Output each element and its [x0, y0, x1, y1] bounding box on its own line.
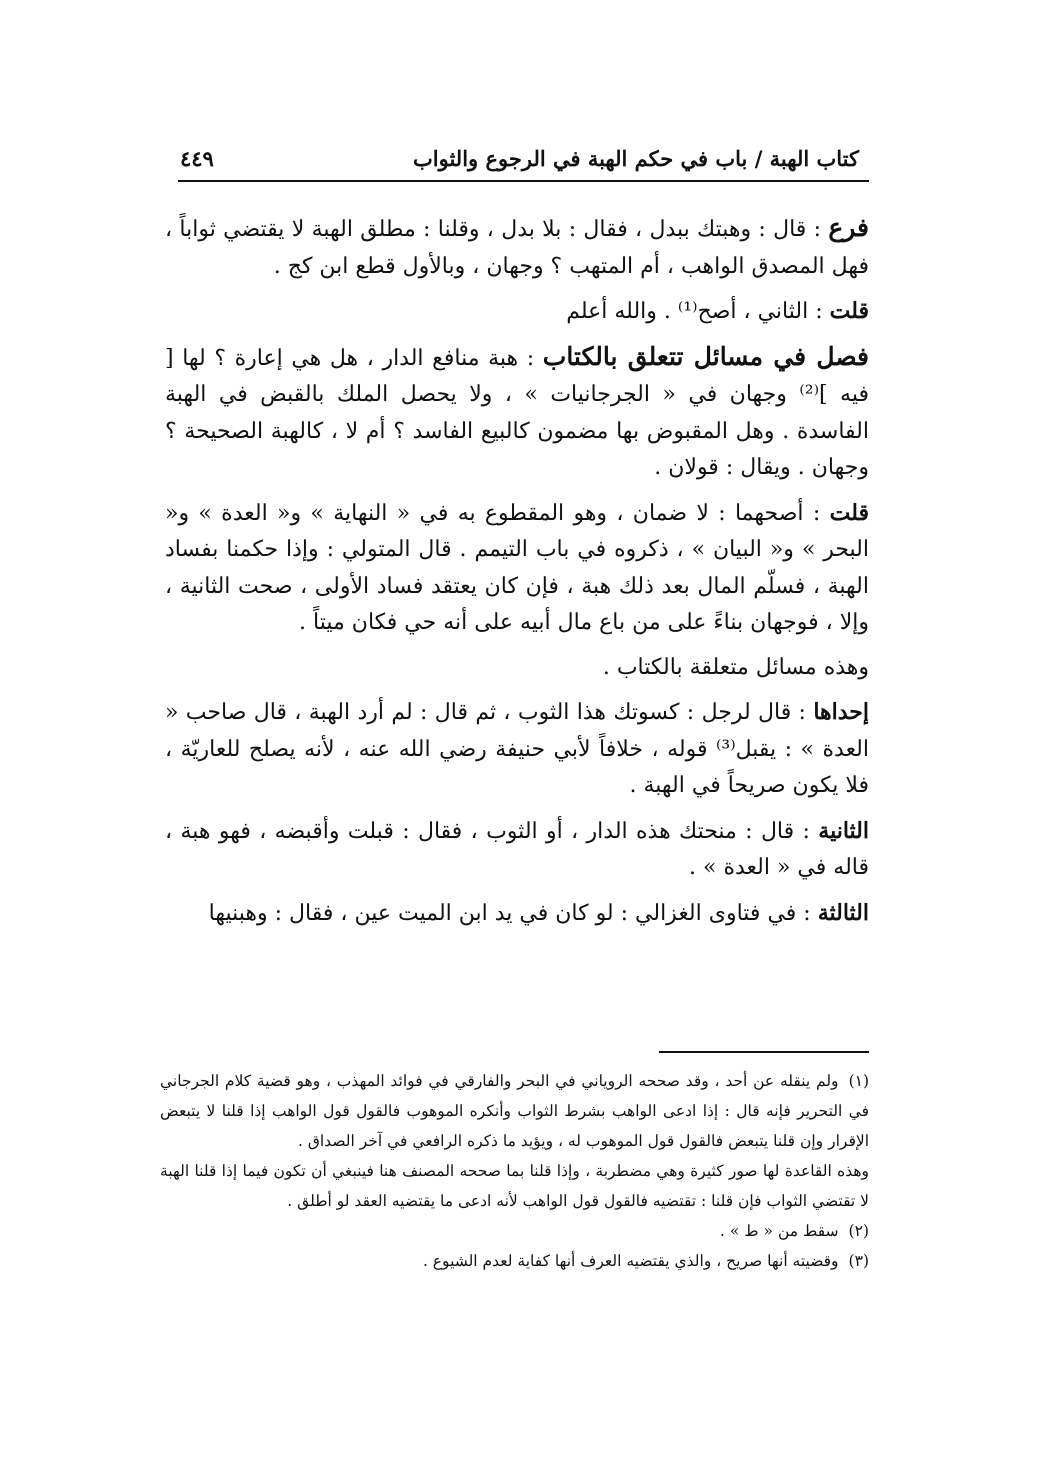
footnote-text: وقضيته أنها صريح ، والذي يقتضيه العرف أنها كفاية لعدم الشيوع .	[422, 1252, 839, 1270]
paragraph-6	[165, 694, 869, 805]
running-header	[178, 142, 859, 182]
paragraph-3	[165, 339, 869, 487]
paragraph-8	[165, 895, 869, 933]
footnote-3	[160, 1246, 869, 1276]
paragraph-lead: الثالثة	[817, 899, 869, 926]
paragraph-5	[165, 650, 869, 687]
paragraph-2	[165, 293, 869, 331]
header-rule	[178, 180, 869, 182]
paragraph-7	[165, 813, 869, 887]
footnote-1-continued	[160, 1156, 869, 1216]
paragraph-4	[165, 495, 869, 642]
paragraph-lead: فرع	[828, 213, 869, 242]
paragraph-lead: قلت	[829, 499, 869, 526]
footnote-text: سقط من « ط » .	[720, 1222, 839, 1240]
paragraph-lead: الثانية	[818, 817, 869, 844]
paragraph-lead: قلت	[829, 298, 869, 324]
footnote-ref: (١)	[848, 1072, 870, 1090]
footnotes	[160, 1066, 869, 1276]
footnote-2	[160, 1216, 869, 1246]
footnote-ref: (٢)	[848, 1222, 869, 1240]
paragraph-text: : هبة منافع الدار ، هل هي إعارة ؟ لها [ فيه ]⁽²⁾ وجهان في « الجرجانيات » ، ولا يحصل الملك بالقبض في الهبة الفاسدة . وهل المقبوض بها مضمون كالبيع الفاسد ؟ أم لا ، كالهبة الصحيحة ؟ وجهان . ويقال : قولان .	[165, 345, 869, 480]
section-heading: فصل في مسائل تتعلق بالكتاب	[542, 341, 869, 371]
paragraph-text: : الثاني ، أصح⁽¹⁾ . والله أعلم	[566, 299, 830, 324]
header-title: كتاب الهبة / باب في حكم الهبة في الرجوع والثواب	[413, 146, 859, 171]
footnote-1	[160, 1066, 869, 1156]
footnote-text: وهذه القاعدة لها صور كثيرة وهي مضطربة ، وإذا قلنا بما صححه المصنف هنا فينبغي أن تكون فيما إذا قلنا الهبة لا تقتضي الثواب فإن قلنا : تقتضيه فالقول قول الواهب لأنه ادعى ما يقتضيه العقد لو أطلق .	[160, 1162, 869, 1210]
paragraph-text: : قال لرجل : كسوتك هذا الثوب ، ثم قال : لم أرد الهبة ، قال صاحب « العدة » : يقبل⁽³⁾ قوله ، خلافاً لأبي حنيفة رضي الله عنه ، لأنه يصلح للعاريّة ، فلا يكون صريحاً في الهبة .	[165, 700, 869, 798]
paragraph-text: : أصحهما : لا ضمان ، وهو المقطوع به في « النهاية » و« العدة » و« البحر » و« البيان » ، ذكروه في باب التيمم . قال المتولي : وإذا حكمنا بفساد الهبة ، فسلّم المال بعد ذلك هبة ، فإن كان يعتقد فساد الأولى ، صحت الثانية ، وإلا ، فوجهان بناءً على من باع مال أبيه على أنه حي فكان ميتاً .	[165, 500, 869, 635]
footnote-text: ولم ينقله عن أحد ، وقد صححه الروياني في البحر والفارقي في فوائد المهذب ، وهو قضية كلام الجرجاني في التحرير فإنه قال : إذا ادعى الواهب بشرط الثواب وأنكره الموهوب فالقول قول الواهب إذا قلنا لا يتبعض الإقرار وإن قلنا يتبعض فالقول قول الموهوب له ، ويؤيد ما ذكره الرافعي في آخر الصداق .	[160, 1072, 869, 1150]
page-number: ٤٤٩	[180, 146, 214, 171]
footnote-rule	[659, 1051, 869, 1053]
paragraph-1	[165, 210, 869, 285]
paragraph-text: : قال : منحتك هذه الدار ، أو الثوب ، فقال : قبلت وأقبضه ، فهو هبة ، قاله في « العدة » .	[165, 818, 869, 880]
paragraph-text: : في فتاوى الغزالي : لو كان في يد ابن الميت عين ، فقال : وهبنيها	[208, 900, 818, 926]
paragraph-text: : قال : وهبتك ببدل ، فقال : بلا بدل ، وقلنا : مطلق الهبة لا يقتضي ثواباً ، فهل المصدق الواهب ، أم المتهب ؟ وجهان ، وبالأول قطع ابن كج .	[165, 217, 869, 279]
paragraph-text: وهذه مسائل متعلقة بالكتاب .	[602, 654, 869, 680]
main-text	[165, 210, 869, 940]
paragraph-lead: إحداها	[813, 699, 869, 725]
footnote-ref: (٣)	[848, 1252, 869, 1270]
